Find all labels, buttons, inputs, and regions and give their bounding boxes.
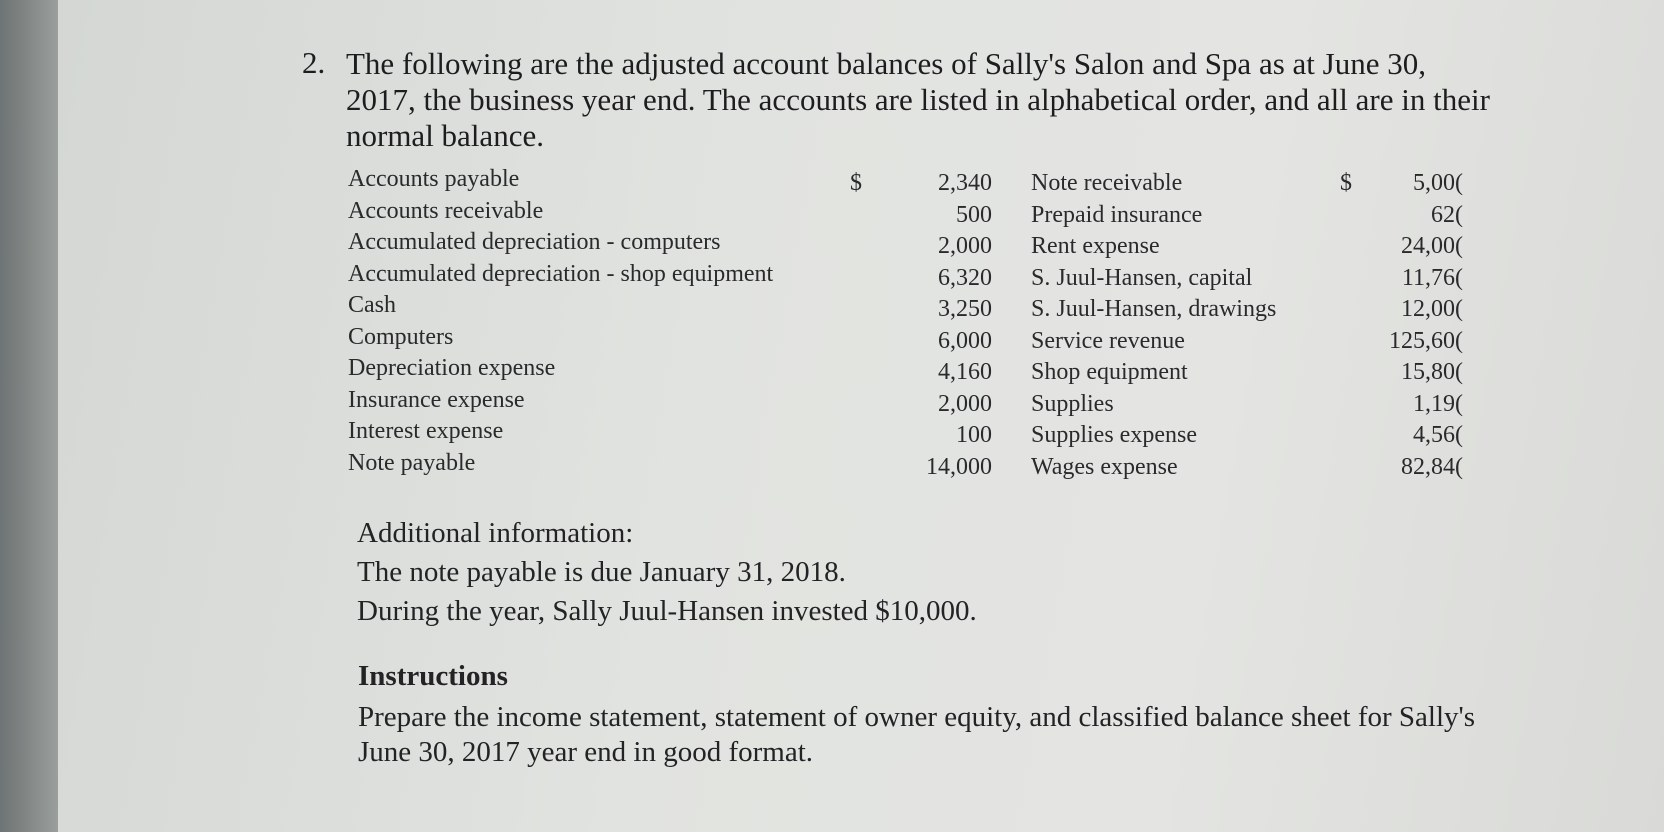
account-amount-row: [850, 263, 992, 295]
account-amount-row: [1340, 357, 1463, 389]
account-amount: 6,000: [938, 327, 992, 354]
account-name: Computers: [348, 323, 454, 350]
additional-line: During the year, Sally Juul-Hansen invested $10,000.: [357, 595, 977, 627]
account-amount-row: [850, 326, 992, 358]
account-name: Cash: [348, 292, 396, 318]
right-account-names: [1031, 168, 1276, 483]
account-amount: 11,76(: [1401, 264, 1463, 291]
account-amount: 125,60(: [1389, 327, 1463, 354]
account-name: Accounts payable: [348, 166, 520, 192]
account-name: Depreciation expense: [348, 355, 556, 381]
account-amount-row: [850, 200, 992, 232]
account-name: Supplies expense: [1031, 422, 1197, 448]
account-amount: 1,19(: [1413, 390, 1463, 417]
account-amount-row: [1340, 263, 1463, 295]
instructions-heading: Instructions: [358, 660, 508, 692]
account-amount: 24,00(: [1401, 233, 1463, 259]
additional-line: The note payable is due January 31, 2018.: [357, 556, 846, 588]
question-number: 2.: [302, 45, 326, 80]
currency-symbol: $: [850, 170, 862, 196]
question-intro: The following are the adjusted account balances of Sally's Salon and Spa as at June 30, 2017, the business year end. The accounts are listed in alphabetical order, and all are in their normal balance.: [346, 46, 1490, 153]
left-account-amounts: [850, 168, 992, 483]
account-amount: 5,00(: [1413, 170, 1463, 196]
account-amount-row: [1340, 326, 1463, 358]
account-name: Shop equipment: [1031, 359, 1188, 385]
account-name: Insurance expense: [348, 386, 525, 413]
left-account-names: [348, 164, 773, 479]
account-amount-row: [1340, 420, 1463, 452]
account-amount-row: [1340, 168, 1463, 200]
account-name: Note receivable: [1031, 170, 1183, 196]
instructions-body: Prepare the income statement, statement of owner equity, and classified balance sheet for Sally's June 30, 2017 year end in good format.: [358, 701, 1476, 768]
account-amount: 14,000: [926, 453, 992, 480]
account-amount: 100: [956, 422, 992, 448]
account-name: Accounts receivable: [348, 197, 544, 224]
account-name: Interest expense: [348, 418, 504, 444]
account-amount-row: [1340, 389, 1463, 421]
account-amount-row: [1340, 294, 1463, 326]
account-name: Rent expense: [1031, 233, 1160, 259]
account-amount: 2,340: [938, 170, 992, 196]
account-amount-row: [850, 294, 992, 326]
account-amount: 82,84(: [1401, 453, 1463, 480]
right-account-amounts: [1340, 168, 1463, 483]
account-amount: 4,160: [938, 359, 992, 385]
account-amount-row: [1340, 231, 1463, 263]
account-amount: 12,00(: [1401, 296, 1463, 322]
account-amount-row: [850, 231, 992, 263]
additional-information: [357, 514, 977, 631]
account-amount-row: [850, 168, 992, 200]
account-amount-row: [1340, 452, 1463, 484]
account-name: Note payable: [348, 449, 476, 476]
account-amount-row: [850, 420, 992, 452]
account-name: Supplies: [1031, 390, 1114, 417]
account-amount: 6,320: [938, 264, 992, 291]
additional-heading: Additional information:: [357, 517, 634, 549]
account-name: Accumulated depreciation - computers: [348, 229, 721, 255]
account-name: S. Juul-Hansen, drawings: [1031, 296, 1277, 322]
account-amount: 2,000: [938, 390, 992, 417]
account-amount: 500: [956, 201, 992, 228]
account-amount-row: [850, 389, 992, 421]
account-amount-row: [1340, 200, 1463, 232]
background-edge: [0, 0, 58, 832]
currency-symbol: $: [1340, 170, 1352, 196]
account-amount: 62(: [1431, 201, 1463, 228]
account-amount: 4,56(: [1413, 422, 1463, 448]
account-name: Accumulated depreciation - shop equipment: [348, 260, 774, 287]
account-name: Wages expense: [1031, 453, 1178, 480]
account-name: S. Juul-Hansen, capital: [1031, 264, 1253, 291]
account-name: Prepaid insurance: [1031, 201, 1203, 228]
account-name: Service revenue: [1031, 327, 1185, 354]
account-amount: 2,000: [938, 233, 992, 259]
account-amount-row: [850, 452, 992, 484]
account-amount: 3,250: [938, 296, 992, 322]
account-amount-row: [850, 357, 992, 389]
account-amount: 15,80(: [1401, 359, 1463, 385]
